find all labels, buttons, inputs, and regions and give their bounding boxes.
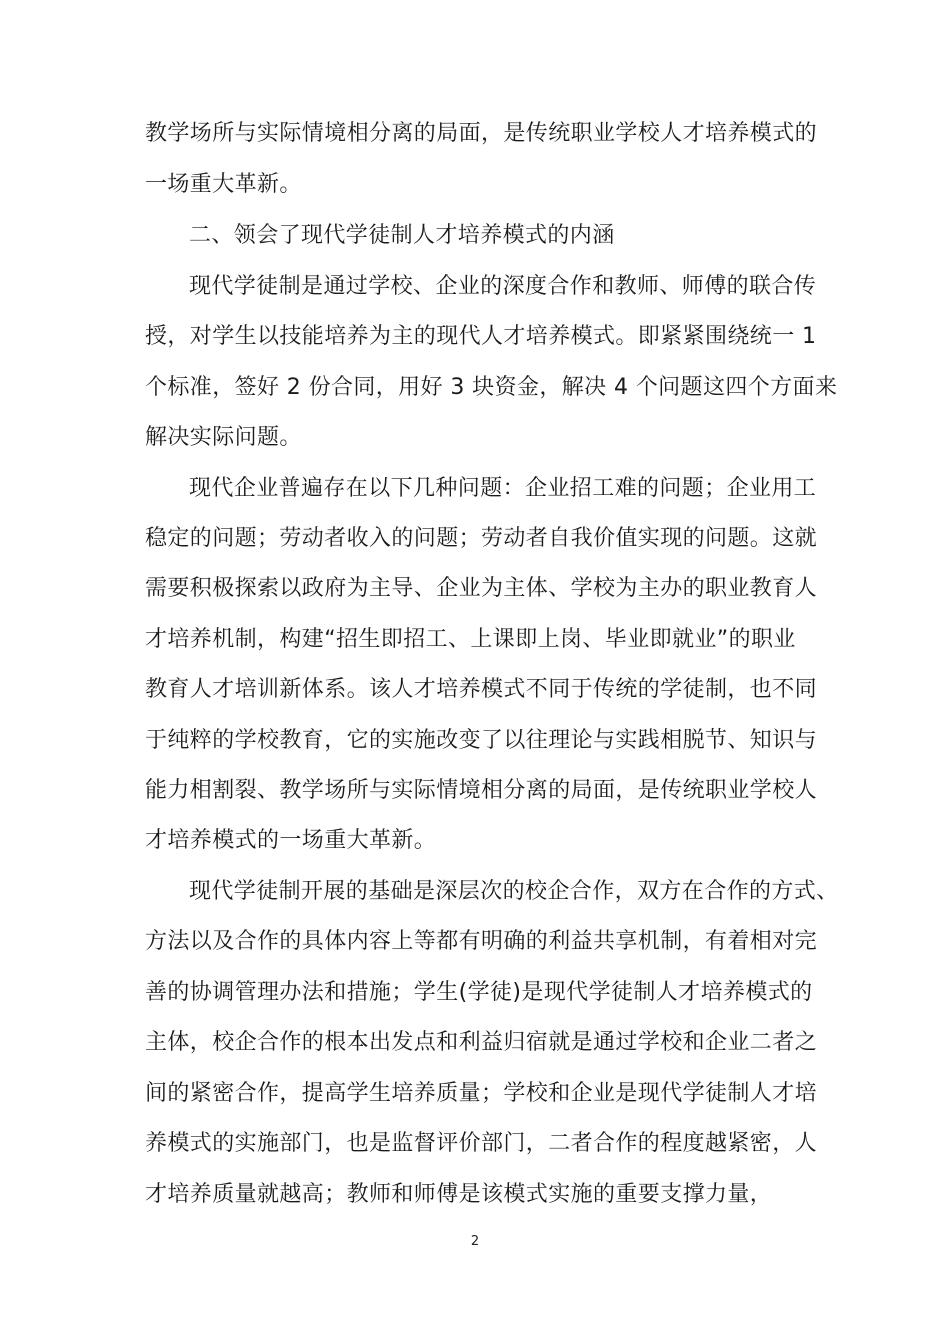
text-line: 稳定的问题；劳动者收入的问题；劳动者自我价值实现的问题。这就	[145, 526, 818, 551]
text-line: 养模式的实施部门，也是监督评价部门，二者合作的程度越紧密，人	[145, 1131, 818, 1156]
section-heading: 二、领会了现代学徒制人才培养模式的内涵	[189, 223, 615, 248]
text-line: 主体，校企合作的根本出发点和利益归宿就是通过学校和企业二者之	[145, 1030, 818, 1055]
text-line: 现代学徒制是通过学校、企业的深度合作和教师、师傅的联合传	[189, 274, 817, 299]
text-line: 解决实际问题。	[145, 425, 302, 450]
text-line: 能力相割裂、教学场所与实际情境相分离的局面，是传统职业学校人	[145, 778, 818, 803]
text-line: 需要积极探索以政府为主导、企业为主体、学校为主办的职业教育人	[145, 576, 818, 601]
text-line: 才培养模式的一场重大革新。	[145, 828, 437, 853]
text-line: 方法以及合作的具体内容上等都有明确的利益共享机制，有着相对完	[145, 929, 818, 954]
text-line: 个标准，签好 2 份合同，用好 3 块资金，解决 4 个问题这四个方面来	[145, 375, 838, 400]
text-line: 教育人才培训新体系。该人才培养模式不同于传统的学徒制，也不同	[145, 677, 818, 702]
text-line: 授，对学生以技能培养为主的现代人才培养模式。即紧紧围绕统一 1	[145, 324, 817, 349]
text-line: 才培养机制，构建“招生即招工、上课即上岗、毕业即就业”的职业	[145, 627, 796, 652]
page-number: 2	[470, 1234, 480, 1249]
text-line: 教学场所与实际情境相分离的局面，是传统职业学校人才培养模式的	[145, 121, 818, 146]
text-line: 于纯粹的学校教育，它的实施改变了以往理论与实践相脱节、知识与	[145, 728, 818, 753]
text-line: 间的紧密合作，提高学生培养质量；学校和企业是现代学徒制人才培	[145, 1081, 818, 1106]
text-line: 一场重大革新。	[145, 172, 302, 197]
text-line: 现代学徒制开展的基础是深层次的校企合作，双方在合作的方式、	[189, 879, 839, 904]
text-line: 现代企业普遍存在以下几种问题：企业招工难的问题；企业用工	[189, 476, 817, 501]
text-line: 善的协调管理办法和措施；学生(学徒)是现代学徒制人才培养模式的	[145, 980, 813, 1005]
text-line: 才培养质量就越高；教师和师傅是该模式实施的重要支撑力量，	[145, 1182, 773, 1207]
